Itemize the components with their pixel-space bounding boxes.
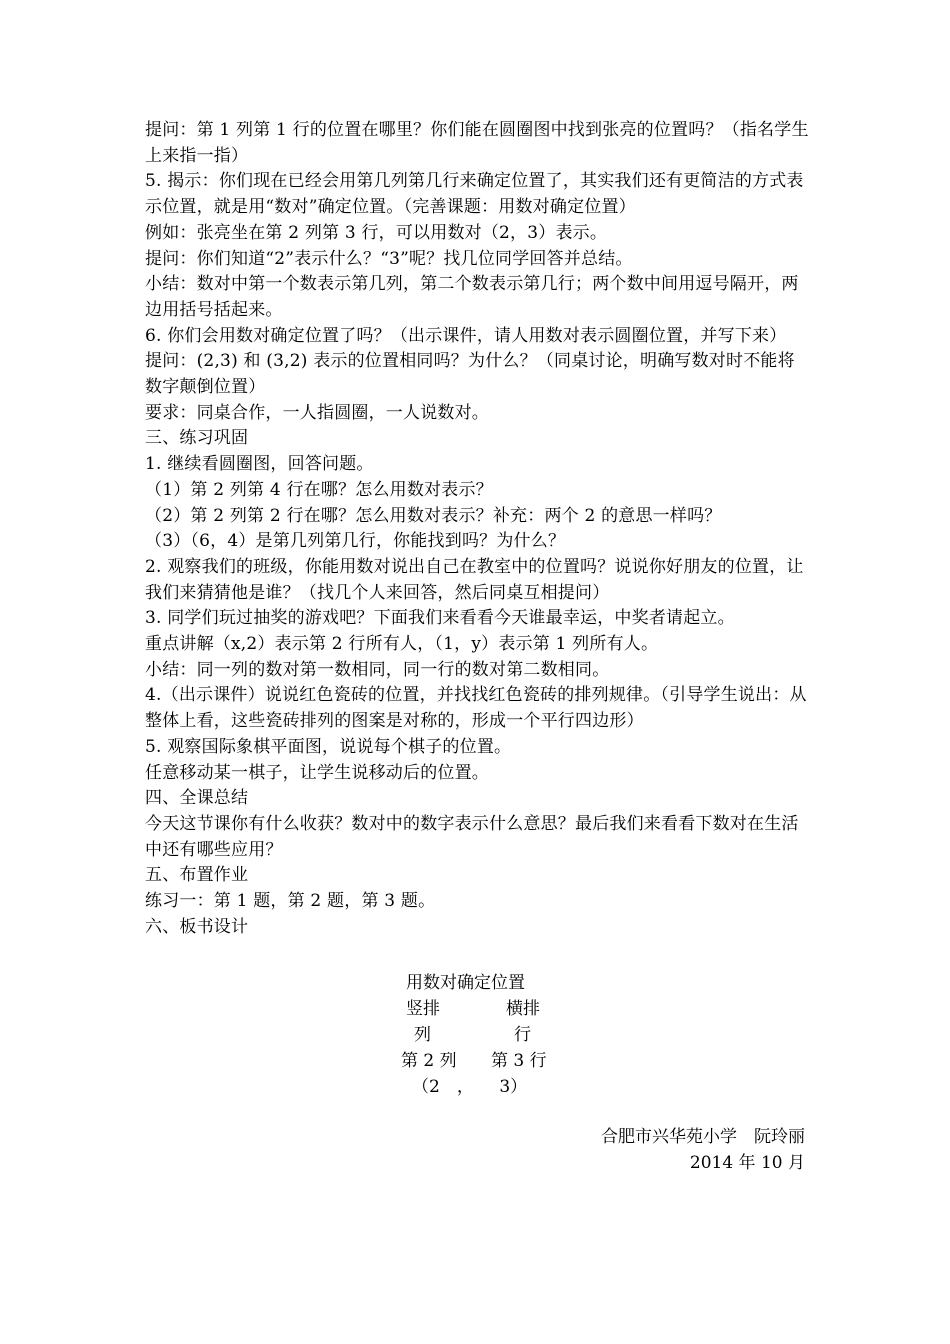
document-body [145,118,809,941]
board-column-example: 第 2 列 [401,1051,457,1071]
section-heading: 六、板书设计 [145,916,249,937]
paragraph: 重点讲解（x,2）表示第 2 行所有人，（1，y）表示第 1 列所有人。 [145,634,659,655]
author-signature: 合肥市兴华苑小学 阮玲丽 [601,1127,805,1147]
paragraph: 任意移动某一棋子，让学生说移动后的位置。 [145,762,489,783]
board-column-label: 列 [414,1025,431,1045]
paragraph: 练习一：第 1 题，第 2 题，第 3 题。 [145,891,436,912]
paragraph: （3）（6，4）是第几列第几行，你能找到吗？为什么？ [145,531,566,552]
paragraph: 5. 揭示：你们现在已经会用第几列第几行来确定位置了，其实我们还有更简洁的方式表示位置，就是用“数对”确定位置。（完善课题：用数对确定位置） [145,171,804,218]
section-heading: 三、练习巩固 [145,428,249,449]
paragraph: 3. 同学们玩过抽奖的游戏吧？下面我们来看看今天谁最幸运，中奖者请起立。 [145,608,735,629]
paragraph: 2. 观察我们的班级，你能用数对说出自己在教室中的位置吗？说说你好朋友的位置，让我们来猜猜他是谁？（找几个人来回答，然后同桌互相提问） [145,556,804,603]
paragraph: 要求：同桌合作，一人指圆圈，一人说数对。 [145,402,489,423]
board-horizontal-label: 横排 [506,999,540,1019]
paragraph: 4.（出示课件）说说红色瓷砖的位置，并找找红色瓷砖的排列规律。（引导学生说出：从整体上看，这些瓷砖排列的图案是对称的，形成一个平行四边形） [145,685,807,732]
paragraph: 提问：第 1 列第 1 行的位置在哪里？你们能在圆圈图中找到张亮的位置吗？（指名学生上来指一指） [145,120,809,166]
paragraph: （2）第 2 列第 2 行在哪？怎么用数对表示？补充：两个 2 的意思一样吗？ [145,505,722,526]
board-pair-example: （2 ， 3） [412,1077,528,1097]
section-heading: 四、全课总结 [145,788,249,809]
board-title: 用数对确定位置 [406,973,525,993]
section-heading: 五、布置作业 [145,865,249,886]
board-row-label: 行 [514,1025,531,1045]
signature-date: 2014 年 10 月 [689,1153,805,1173]
paragraph: 1. 继续看圆圈图，回答问题。 [145,454,374,475]
paragraph: 今天这节课你有什么收获？数对中的数字表示什么意思？最后我们来看看下数对在生活中还有哪些应用？ [145,813,799,860]
paragraph: （1）第 2 列第 4 行在哪？怎么用数对表示？ [145,479,493,500]
paragraph: 小结：同一列的数对第一数相同，同一行的数对第二数相同。 [145,659,610,680]
paragraph: 提问：你们知道“2”表示什么？“3”呢？找几位同学回答并总结。 [145,248,633,269]
paragraph: 提问：(2,3) 和 (3,2) 表示的位置相同吗？为什么？（同桌讨论，明确写数对时不能将数字颠倒位置） [145,351,795,398]
board-vertical-label: 竖排 [406,999,440,1019]
board-row-example: 第 3 行 [491,1051,547,1071]
paragraph: 6. 你们会用数对确定位置了吗？（出示课件，请人用数对表示圆圈位置，并写下来） [145,325,787,346]
paragraph: 小结：数对中第一个数表示第几列，第二个数表示第几行；两个数中间用逗号隔开，两边用括号括起来。 [145,274,799,320]
paragraph: 5. 观察国际象棋平面图，说说每个棋子的位置。 [145,736,512,757]
paragraph: 例如：张亮坐在第 2 列第 3 行，可以用数对（2，3）表示。 [145,222,608,243]
